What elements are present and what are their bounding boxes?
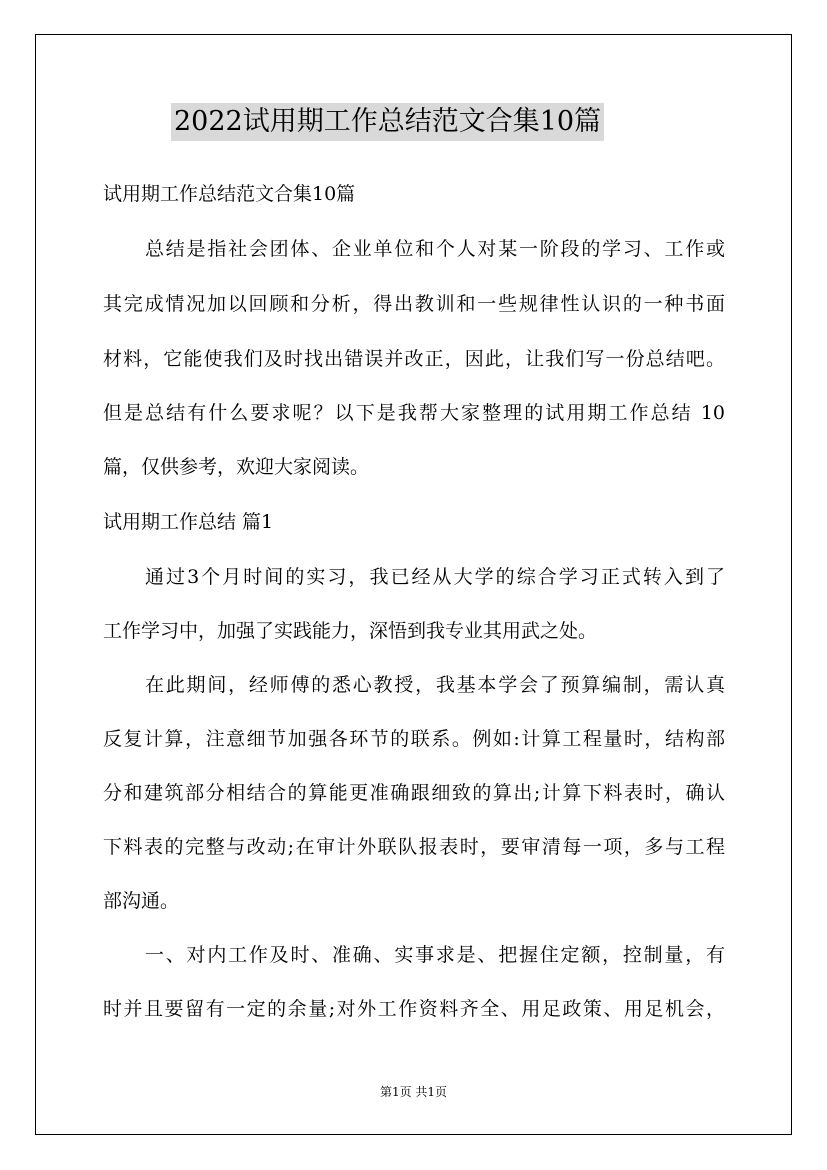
- subtitle: 试用期工作总结范文合集10篇: [103, 183, 356, 205]
- paragraph-line: 工作学习中，加强了实践能力，深悟到我专业其用武之处。: [103, 620, 598, 642]
- section-heading: 试用期工作总结 篇1: [103, 511, 274, 533]
- paragraph-line: 时并且要留有一定的余量;对外工作资料齐全、用足政策、用足机会，: [103, 998, 725, 1020]
- paragraph-line: 材料，它能使我们及时找出错误并改正，因此，让我们写一份总结吧。: [103, 348, 725, 370]
- paragraph-line: 其完成情况加以回顾和分析，得出教训和一些规律性认识的一种书面: [103, 293, 725, 315]
- page-footer: 第1页 共1页: [379, 1085, 448, 1099]
- document-title: 2022试用期工作总结范文合集10篇: [171, 103, 604, 141]
- paragraph-line: 在此期间，经师傅的悉心教授，我基本学会了预算编制，需认真: [145, 674, 725, 696]
- paragraph-line: 一、对内工作及时、准确、实事求是、把握住定额，控制量，有: [145, 944, 725, 966]
- paragraph-line: 篇，仅供参考，欢迎大家阅读。: [103, 456, 370, 478]
- paragraph-line: 分和建筑部分相结合的算能更准确跟细致的算出;计算下料表时，确认: [103, 782, 725, 804]
- paragraph-line: 下料表的完整与改动;在审计外联队报表时，要审清每一项，多与工程: [103, 836, 725, 858]
- paragraph-line: 反复计算，注意细节加强各环节的联系。例如:计算工程量时，结构部: [103, 728, 725, 750]
- paragraph-line: 通过3个月时间的实习，我已经从大学的综合学习正式转入到了: [145, 566, 725, 588]
- paragraph-line: 但是总结有什么要求呢？以下是我帮大家整理的试用期工作总结 10: [103, 402, 725, 424]
- paragraph-line: 部沟通。: [103, 890, 180, 912]
- paragraph-line: 总结是指社会团体、企业单位和个人对某一阶段的学习、工作或: [145, 238, 725, 260]
